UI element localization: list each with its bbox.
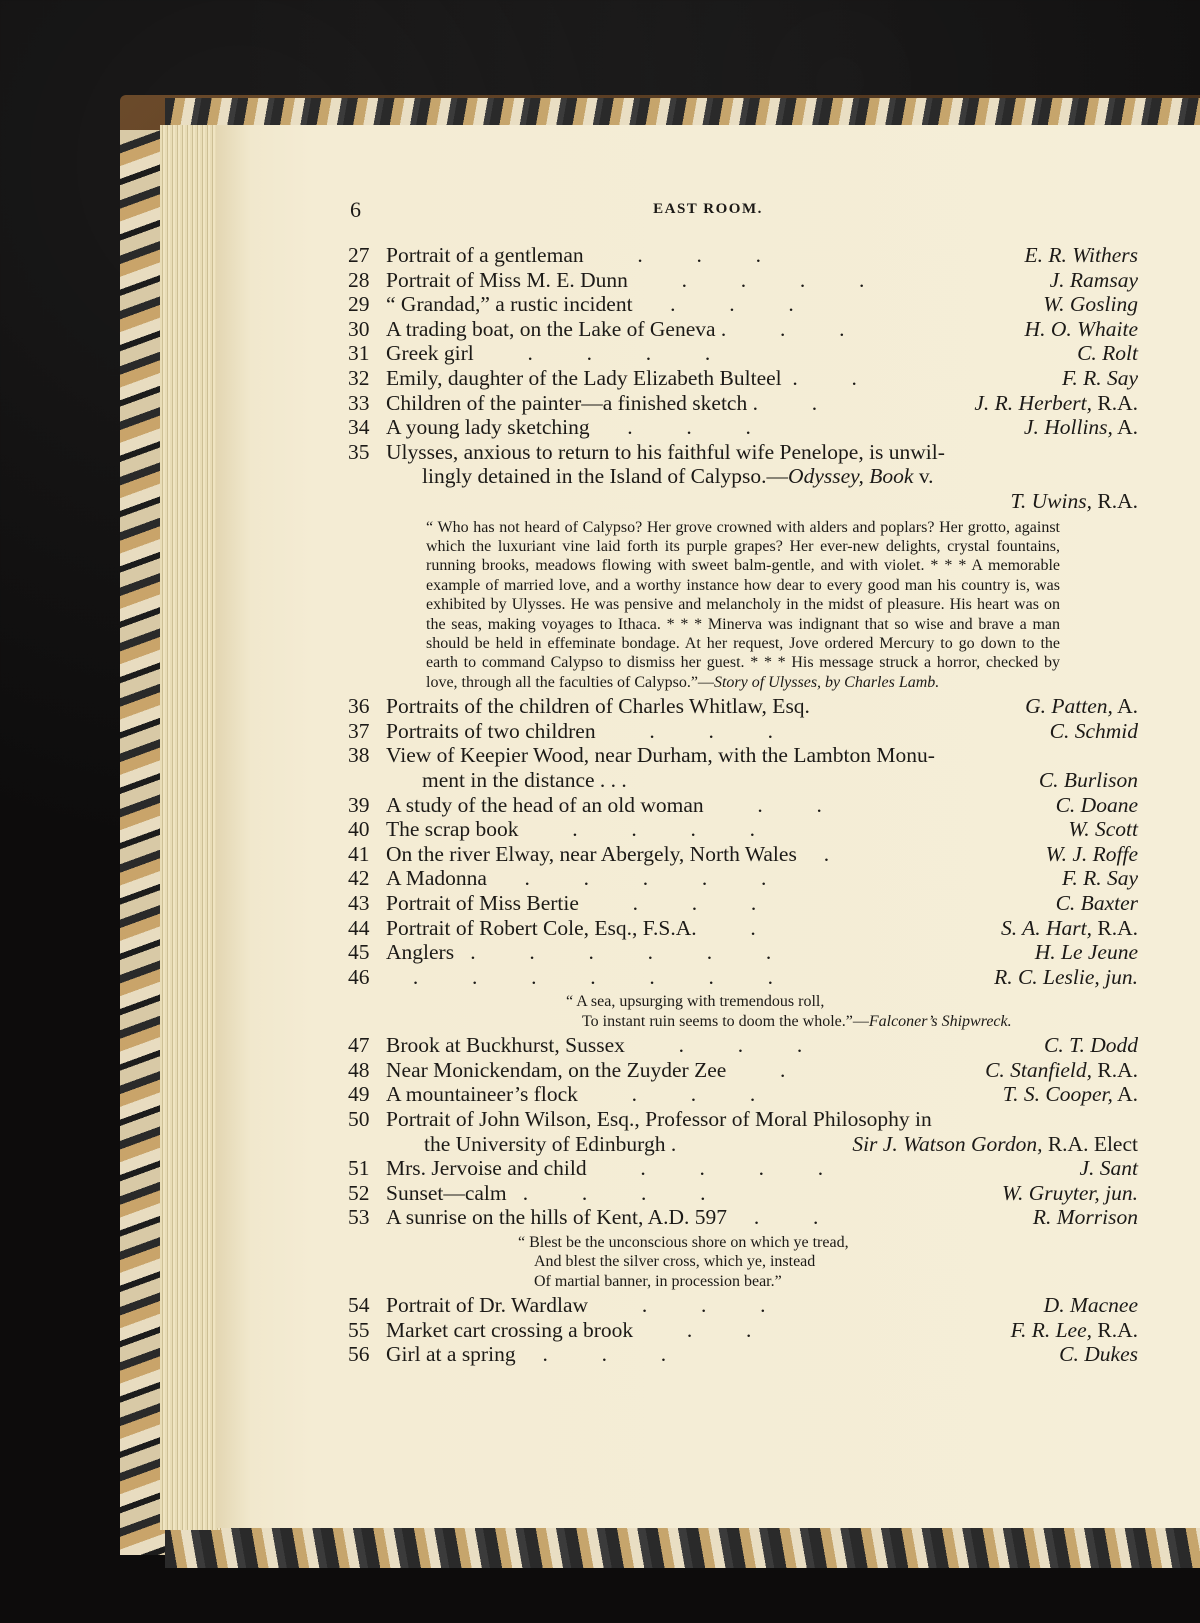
entry-number: 53 (348, 1205, 370, 1230)
catalogue-entry (348, 1033, 1138, 1058)
entry-number: 56 (348, 1342, 370, 1367)
artist-name: F. R. Say (1061, 365, 1138, 390)
artist-name: C. Rolt (1077, 341, 1138, 366)
entry-artist (1025, 317, 1138, 342)
entry-title: Portrait of a gentleman . . . (386, 243, 761, 267)
artist-name: T. Uwins, (1010, 488, 1092, 513)
entry-number: 45 (348, 940, 370, 965)
entry-artist (1079, 1156, 1138, 1181)
artist-name: T. S. Cooper, (1002, 1082, 1113, 1107)
entry-number: 37 (348, 718, 370, 743)
artist-name: F. R. Say (1061, 866, 1138, 891)
entry-title: The scrap book . . . . (386, 817, 756, 842)
catalogue-page (216, 125, 1200, 1528)
artist-suffix: R.A. (1092, 1317, 1138, 1342)
entry-title-text: lingly detained in the Island of Calypso.— (422, 464, 789, 489)
artist-name: J. Hollins, (1023, 415, 1113, 440)
entry-title: Near Monickendam, on the Zuyder Zee . (386, 1057, 786, 1082)
entry-number: 40 (348, 817, 370, 842)
catalogue-entry (348, 1205, 1138, 1230)
artist-name: C. Dukes (1059, 1342, 1138, 1367)
artist-name: W. Gruyter, jun. (1002, 1180, 1138, 1205)
entry-artist (1035, 940, 1138, 965)
catalogue-entry (348, 268, 1138, 293)
catalogue-entry (348, 743, 1138, 768)
entry-title: Portraits of the children of Charles Whitlaw, Esq. (386, 694, 810, 719)
entry-number: 44 (348, 915, 370, 940)
artist-name: C. Doane (1055, 792, 1138, 817)
catalogue-entry-artist-line (348, 489, 1138, 514)
entry-artist (1068, 817, 1138, 842)
entry-number: 32 (348, 365, 370, 390)
artist-name: C. T. Dodd (1044, 1033, 1138, 1058)
artist-name: R. Morrison (1032, 1205, 1138, 1230)
entry-artist (1044, 1293, 1138, 1318)
entry-group (348, 1033, 1138, 1107)
entry-artist (1025, 694, 1138, 719)
entry-artist (1011, 489, 1138, 514)
entry-group (348, 694, 1138, 743)
entry-title: Mrs. Jervoise and child . . . . (386, 1156, 824, 1181)
catalogue-entry (348, 842, 1138, 867)
entry-title: A sunrise on the hills of Kent, A.D. 597 . . (386, 1205, 819, 1230)
entry-number: 47 (348, 1033, 370, 1058)
catalogue-entry (348, 1082, 1138, 1107)
artist-suffix: R.A. (1092, 488, 1138, 513)
entry-number: 54 (348, 1293, 370, 1318)
verse-text: To instant ruin seems to doom the whole.”— (582, 1012, 869, 1030)
catalogue-entry-continuation (348, 464, 1138, 489)
catalogue-entry (348, 1293, 1138, 1318)
catalogue-list (348, 243, 1138, 1367)
running-head: EAST ROOM. (653, 201, 763, 217)
catalogue-entry (348, 440, 1138, 465)
entry-artist (1025, 243, 1138, 268)
artist-suffix: R.A. (1092, 390, 1138, 415)
entry-artist (1050, 268, 1138, 293)
catalogue-entry (348, 694, 1138, 719)
artist-name: C. Stanfield, (985, 1057, 1092, 1082)
entry-title: Sunset—calm . . . . (386, 1180, 706, 1205)
entry-title: Greek girl . . . . (386, 341, 711, 366)
entry-source-end: v. (913, 464, 934, 489)
entry-title-continuation: ment in the distance . . . (422, 767, 627, 792)
catalogue-entry (348, 317, 1138, 342)
quotation-source: Story of Ulysses, by Charles Lamb. (713, 673, 940, 691)
catalogue-entry (348, 391, 1138, 416)
entry-title: A study of the head of an old woman . . (386, 792, 822, 817)
entry-artist (1024, 415, 1138, 440)
quotation-text: “ Who has not heard of Calypso? Her grove crowned with alders and poplars? Her grotto, against which the luxuriant vine laid forth its purple grapes? Her ever-new delights, crystal fountains, running brooks, meadows flowing with sweet balm-gentle, and with violet. * * * A memorable example of married love, and a worthy instance how dear to every good man his country is, was exhibited by Ulysses. He was pensive and melancholy in the midst of pleasure. His heart was on the seas, making voyages to Ithaca. * * * Minerva was indignant that so wise and brave a man should be held in effeminate bondage. At her request, Jove ordered Mercury to go down to the earth to command Calypso to dismiss her guest. * * * His message struck a horror, checked by love, through all the faculties of Calypso.”— (426, 518, 1060, 691)
artist-name: J. Ramsay (1049, 267, 1138, 292)
entry-number: 38 (348, 743, 370, 768)
entry-title: A trading boat, on the Lake of Geneva . . . (386, 316, 845, 341)
entry-artist (1077, 341, 1138, 366)
entry-number: 35 (348, 439, 370, 464)
entry-artist (1003, 1082, 1138, 1107)
artist-name: W. Gosling (1043, 292, 1138, 317)
entry-group (348, 243, 1138, 440)
entry-group (348, 1293, 1138, 1367)
entry-group (348, 793, 1138, 990)
entry-title: Ulysses, anxious to return to his faithful wife Penelope, is unwil- (386, 439, 945, 464)
entry-number: 46 (348, 964, 370, 989)
entry-title: Anglers . . . . . . (386, 940, 772, 965)
entry-number: 36 (348, 694, 370, 719)
entry-quotation (426, 518, 1060, 693)
verse-line: “ A sea, upsurging with tremendous roll, (566, 993, 825, 1011)
artist-name: C. Baxter (1055, 890, 1138, 915)
entry-artist (852, 1132, 1138, 1157)
entry-artist (1050, 719, 1138, 744)
catalogue-entry (348, 341, 1138, 366)
entry-number: 50 (348, 1106, 370, 1131)
entry-title: Portrait of Robert Cole, Esq., F.S.A. . (386, 915, 756, 940)
entry-artist (1056, 793, 1138, 818)
entry-number: 52 (348, 1180, 370, 1205)
catalogue-entry-continuation (348, 768, 1138, 793)
artist-name: J. R. Herbert, (974, 390, 1092, 415)
artist-suffix: R.A. (1092, 1057, 1138, 1082)
artist-name: H. O. Whaite (1024, 316, 1138, 341)
artist-name: G. Patten, (1025, 694, 1113, 719)
entry-artist (1001, 916, 1138, 941)
entry-number: 27 (348, 243, 370, 267)
verse-source: Falconer’s Shipwreck. (868, 1012, 1012, 1030)
entry-title: Portrait of Dr. Wardlaw . . . (386, 1293, 766, 1318)
catalogue-entry (348, 1058, 1138, 1083)
artist-name: R. C. Leslie, jun. (994, 964, 1138, 989)
artist-name: H. Le Jeune (1034, 940, 1138, 965)
artist-name: D. Macnee (1043, 1293, 1138, 1318)
entry-number: 49 (348, 1082, 370, 1107)
entry-artist (985, 1058, 1138, 1083)
verse-line: “ Blest be the unconscious shore on which ye tread, (518, 1233, 849, 1251)
entry-number: 51 (348, 1156, 370, 1181)
catalogue-entry (348, 891, 1138, 916)
entry-title: A young lady sketching . . . (386, 415, 751, 440)
entry-source: Odyssey, Book (788, 464, 914, 489)
entry-number: 30 (348, 316, 370, 341)
catalogue-entry (348, 719, 1138, 744)
catalogue-entry (348, 243, 1138, 268)
entry-artist (1062, 866, 1138, 891)
entry-artist (974, 391, 1138, 416)
entry-verse (558, 992, 1138, 1031)
catalogue-entry (348, 1181, 1138, 1206)
entry-artist (1046, 842, 1138, 867)
artist-suffix: R.A. (1092, 915, 1138, 940)
entry-verse (518, 1233, 1138, 1291)
verse-line: And blest the silver cross, which ye, instead (534, 1253, 816, 1271)
entry-number: 33 (348, 390, 370, 415)
artist-suffix: A. (1112, 694, 1138, 719)
artist-suffix: R.A. Elect (1042, 1131, 1138, 1156)
entry-title: Portrait of Miss Bertie . . . (386, 890, 757, 915)
entry-number: 48 (348, 1057, 370, 1082)
entry-artist (1011, 1318, 1138, 1343)
entry-title: Portrait of John Wilson, Esq., Professor of Moral Philosophy in (386, 1106, 932, 1131)
entry-number: 42 (348, 866, 370, 891)
entry-number: 28 (348, 267, 370, 292)
marbled-board-bottom (165, 1528, 1200, 1568)
catalogue-entry (348, 292, 1138, 317)
catalogue-entry (348, 940, 1138, 965)
entry-artist (1044, 1033, 1138, 1058)
entry-title: A Madonna . . . . . (386, 866, 767, 891)
page-edges (160, 125, 220, 1530)
entry-title: View of Keepier Wood, near Durham, with the Lambton Monu- (386, 743, 935, 768)
entry-title: Brook at Buckhurst, Sussex . . . (386, 1033, 803, 1058)
artist-name: C. Schmid (1049, 718, 1138, 743)
entry-number: 39 (348, 792, 370, 817)
catalogue-entry (348, 1107, 1138, 1132)
entry-title: Portrait of Miss M. E. Dunn . . . . (386, 267, 865, 292)
catalogue-entry-continuation (348, 1132, 1138, 1157)
catalogue-entry (348, 916, 1138, 941)
entry-title-continuation (422, 464, 1138, 489)
artist-name: F. R. Lee, (1010, 1317, 1092, 1342)
artist-name: Sir J. Watson Gordon, (852, 1131, 1043, 1156)
catalogue-entry (348, 793, 1138, 818)
entry-title: Portraits of two children . . . (386, 718, 773, 743)
entry-group (348, 1156, 1138, 1230)
entry-title: Market cart crossing a brook . . (386, 1317, 752, 1342)
entry-artist (994, 965, 1138, 990)
artist-name: W. Scott (1068, 817, 1138, 842)
catalogue-entry (348, 1342, 1138, 1367)
entry-title: A mountaineer’s flock . . . (386, 1082, 756, 1107)
entry-artist (1059, 1342, 1138, 1367)
catalogue-entry (348, 1156, 1138, 1181)
artist-suffix: A. (1112, 415, 1138, 440)
entry-title: On the river Elway, near Abergely, North Wales . (386, 841, 830, 866)
entry-artist (1056, 891, 1138, 916)
verse-line (582, 1012, 1138, 1031)
artist-name: E. R. Withers (1024, 243, 1138, 267)
page-number: 6 (350, 197, 361, 222)
entry-artist (1043, 292, 1138, 317)
entry-title-continuation: the University of Edinburgh . (424, 1131, 677, 1156)
catalogue-entry (348, 817, 1138, 842)
entry-artist (1062, 366, 1138, 391)
artist-name: W. J. Roffe (1045, 841, 1138, 866)
entry-title: Girl at a spring . . . (386, 1342, 667, 1367)
entry-title: . . . . . . . (386, 964, 773, 989)
entry-artist (1002, 1181, 1138, 1206)
entry-title: Emily, daughter of the Lady Elizabeth Bulteel . . (386, 365, 857, 390)
artist-suffix: A. (1112, 1082, 1138, 1107)
artist-name: J. Sant (1079, 1156, 1138, 1181)
artist-name: S. A. Hart, (1001, 915, 1092, 940)
entry-number: 41 (348, 841, 370, 866)
entry-number: 34 (348, 415, 370, 440)
entry-number: 43 (348, 890, 370, 915)
marbled-board-left (120, 130, 165, 1555)
catalogue-entry (348, 366, 1138, 391)
catalogue-entry (348, 415, 1138, 440)
catalogue-entry (348, 965, 1138, 990)
catalogue-entry (348, 1318, 1138, 1343)
entry-artist (1033, 1205, 1138, 1230)
entry-title: “ Grandad,” a rustic incident . . . (386, 292, 794, 317)
entry-number: 31 (348, 341, 370, 366)
entry-title: Children of the painter—a finished sketch . . (386, 390, 818, 415)
catalogue-entry (348, 866, 1138, 891)
verse-line: Of martial banner, in procession bear.” (534, 1272, 782, 1290)
entry-number: 55 (348, 1317, 370, 1342)
entry-number: 29 (348, 292, 370, 317)
entry-artist: C. Burlison (1038, 767, 1138, 792)
